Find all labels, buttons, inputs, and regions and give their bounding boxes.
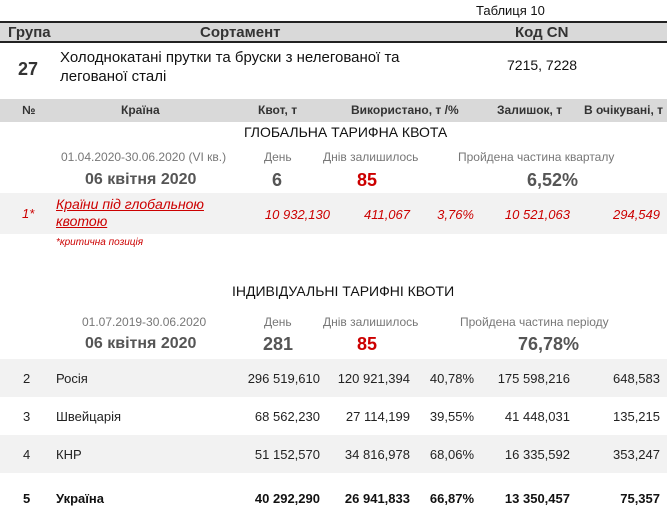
individual-day-label: День <box>264 315 292 329</box>
global-days-left-label: Днів залишилось <box>323 150 419 164</box>
table-row-remaining: 175 598,216 <box>497 371 570 386</box>
table-row-no: 3 <box>23 409 31 424</box>
group-header: Група <box>8 24 51 41</box>
table-row-expected: 135,215 <box>613 409 660 424</box>
global-row-used: 411,067 <box>363 207 410 222</box>
table-row-country: Україна <box>56 491 105 506</box>
global-quota-title: ГЛОБАЛЬНА ТАРИФНА КВОТА <box>244 124 448 140</box>
table-row-quota: 68 562,230 <box>254 409 320 424</box>
table-row-quota: 296 519,610 <box>247 371 320 386</box>
table-row-used: 120 921,394 <box>337 371 410 386</box>
col-no: № <box>22 103 36 117</box>
table-row-country: Росія <box>56 371 88 386</box>
cn-code-header: Код CN <box>515 24 569 41</box>
product-cn-code: 7215, 7228 <box>507 57 578 73</box>
individual-date: 06 квітня 2020 <box>85 335 197 352</box>
product-group: 27 <box>18 59 39 79</box>
product-name: Холоднокатані прутки та бруски з нелегованої та легованої сталі <box>60 49 400 85</box>
individual-passed-label: Пройдена частина періоду <box>460 315 609 329</box>
table-row-no: 4 <box>23 447 31 462</box>
col-country: Країна <box>121 103 160 117</box>
table-row-used: 26 941,833 <box>344 491 410 506</box>
table-label: Таблиця 10 <box>476 3 545 18</box>
table-row-quota: 40 292,290 <box>254 491 320 506</box>
table-row-quota: 51 152,570 <box>254 447 320 462</box>
global-days-left: 85 <box>357 170 378 190</box>
table-row-used: 34 816,978 <box>344 447 410 462</box>
critical-note: *критична позиція <box>56 237 144 248</box>
global-passed: 6,52% <box>527 170 579 190</box>
table-row-no: 2 <box>23 371 31 386</box>
columns-header <box>0 99 667 122</box>
col-used: Використано, т /% <box>351 103 459 117</box>
table-header <box>0 21 667 43</box>
col-remaining: Залишок, т <box>497 103 563 117</box>
global-row-used-pct: 3,76% <box>437 207 474 222</box>
global-row-no: 1* <box>22 206 35 221</box>
table-row-remaining: 16 335,592 <box>504 447 570 462</box>
global-passed-label: Пройдена частина кварталу <box>458 150 615 164</box>
global-day: 6 <box>272 170 283 190</box>
individual-quota-title: ІНДИВІДУАЛЬНІ ТАРИФНІ КВОТИ <box>232 283 455 299</box>
global-row-quota: 10 932,130 <box>264 207 330 222</box>
table-row-used-pct: 66,87% <box>429 491 474 506</box>
col-expected: В очікувані, т <box>584 103 664 117</box>
global-row-expected: 294,549 <box>613 207 660 222</box>
global-row-remaining: 10 521,063 <box>504 207 570 222</box>
global-date: 06 квітня 2020 <box>85 171 197 188</box>
individual-period: 01.07.2019-30.06.2020 <box>82 315 207 329</box>
table-row-expected: 648,583 <box>613 371 660 386</box>
global-period: 01.04.2020-30.06.2020 (VI кв.) <box>61 150 227 164</box>
table-row-country: Швейцарія <box>56 409 121 424</box>
table-row-remaining: 13 350,457 <box>504 491 570 506</box>
table-row-remaining: 41 448,031 <box>504 409 570 424</box>
table-row-used-pct: 40,78% <box>429 371 474 386</box>
individual-days-left-label: Днів залишилось <box>323 315 419 329</box>
table-row-used-pct: 39,55% <box>429 409 474 424</box>
individual-passed: 76,78% <box>518 334 580 354</box>
individual-day: 281 <box>263 334 294 354</box>
assortment-header: Сортамент <box>200 24 281 41</box>
table-row-expected: 353,247 <box>613 447 660 462</box>
global-row-country: Країни під глобальною квотою <box>56 196 204 229</box>
table-row-used-pct: 68,06% <box>429 447 474 462</box>
table-row-no: 5 <box>23 491 31 506</box>
individual-days-left: 85 <box>357 334 378 354</box>
global-day-label: День <box>264 150 292 164</box>
table-row-used: 27 114,199 <box>345 409 410 424</box>
table-row-country: КНР <box>56 447 82 462</box>
table-row-expected: 75,357 <box>620 491 660 506</box>
col-quota: Квот, т <box>258 103 298 117</box>
